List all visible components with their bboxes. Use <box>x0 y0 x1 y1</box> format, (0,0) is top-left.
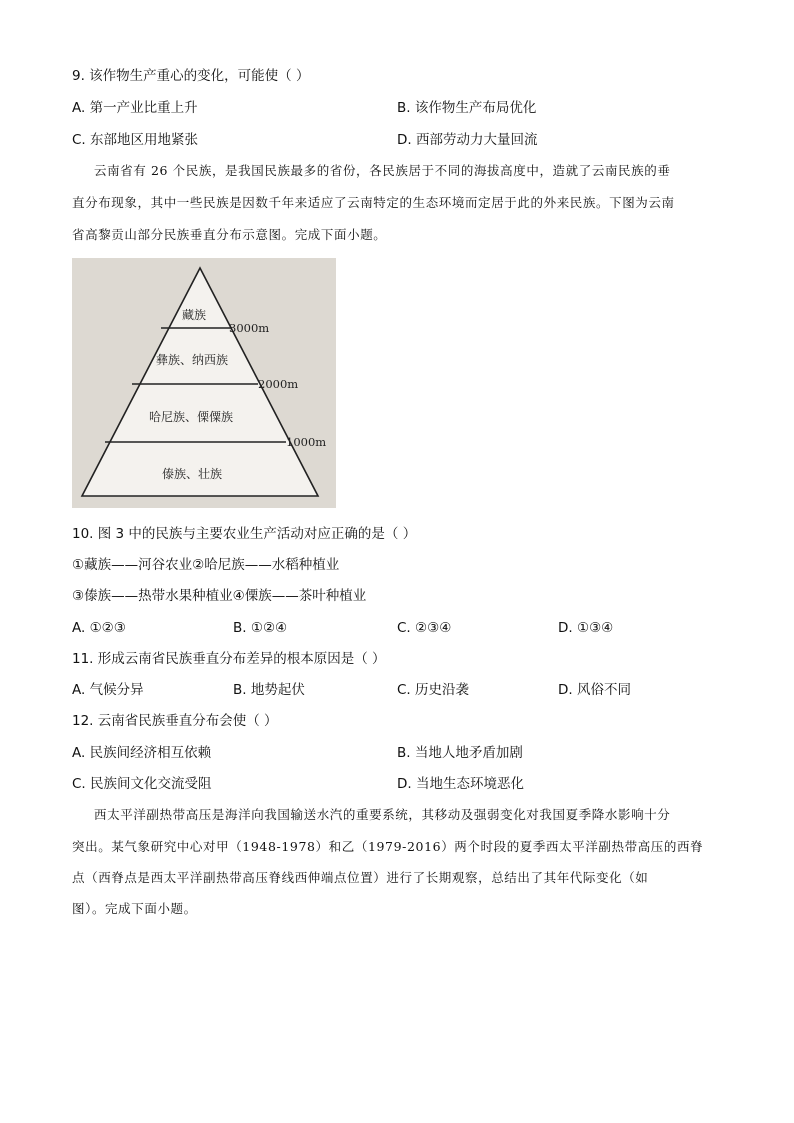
q12-option-b: B. 当地人地矛盾加剧 <box>397 745 523 761</box>
q12-option-a: A. 民族间经济相互依赖 <box>72 745 212 761</box>
q10-statement-1: ①藏族——河谷农业②哈尼族——水稻种植业 <box>72 557 340 573</box>
q10-option-a: A. ①②③ <box>72 620 126 636</box>
q10-statement-2: ③傣族——热带水果种植业④傈族——茶叶种植业 <box>72 588 367 604</box>
intro2-line-1: 西太平洋副热带高压是海洋向我国输送水汽的重要系统，其移动及强弱变化对我国夏季降水影响十分 <box>94 807 671 822</box>
altitude-3000m: 3000m <box>229 321 270 335</box>
q11-option-a: A. 气候分异 <box>72 682 144 698</box>
intro2-line-3: 点（西脊点是西太平洋副热带高压脊线西伸端点位置）进行了长期观察，总结出了其年代际变化（如 <box>72 870 649 885</box>
q10-option-b: B. ①②④ <box>233 620 288 636</box>
ethnic-vertical-distribution-figure <box>72 258 336 508</box>
intro1-line-2: 直分布现象，其中一些民族是因数千年来适应了云南特定的生态环境而定居于此的外来民族。下图为云南 <box>72 195 675 210</box>
q9-option-a: A. 第一产业比重上升 <box>72 100 198 116</box>
intro2-line-2: 突出。某气象研究中心对甲（1948-1978）和乙（1979-2016）两个时段的夏季西太平洋副热带高压的西脊 <box>72 839 704 854</box>
level-zang: 藏族 <box>182 308 207 322</box>
q9-option-b: B. 该作物生产布局优化 <box>397 100 537 116</box>
q10-option-d: D. ①③④ <box>558 620 614 636</box>
intro1-line-3: 省高黎贡山部分民族垂直分布示意图。完成下面小题。 <box>72 227 387 242</box>
level-dai-zhuang: 傣族、壮族 <box>162 467 223 481</box>
level-yi-naxi: 彝族、纳西族 <box>156 353 229 367</box>
level-hani-lisu: 哈尼族、傈僳族 <box>149 410 234 424</box>
q11-stem: 11. 形成云南省民族垂直分布差异的根本原因是（ ） <box>72 651 386 667</box>
q9-option-d: D. 西部劳动力大量回流 <box>397 132 538 148</box>
altitude-2000m: 2000m <box>258 377 299 391</box>
q12-option-d: D. 当地生态环境恶化 <box>397 776 524 792</box>
q12-option-c: C. 民族间文化交流受阻 <box>72 776 212 792</box>
intro2-line-4: 图）。完成下面小题。 <box>72 901 197 916</box>
q9-option-c: C. 东部地区用地紧张 <box>72 132 199 148</box>
q12-stem: 12. 云南省民族垂直分布会使（ ） <box>72 713 278 729</box>
intro1-line-1: 云南省有 26 个民族，是我国民族最多的省份，各民族居于不同的海拔高度中，造就了云南民族的垂 <box>94 163 671 178</box>
q11-option-b: B. 地势起伏 <box>233 682 305 698</box>
q10-option-c: C. ②③④ <box>397 620 452 636</box>
altitude-1000m: 1000m <box>286 435 327 449</box>
q11-option-d: D. 风俗不同 <box>558 682 631 698</box>
q11-option-c: C. 历史沿袭 <box>397 682 470 698</box>
q10-stem: 10. 图 3 中的民族与主要农业生产活动对应正确的是（ ） <box>72 526 417 542</box>
q9-stem: 9. 该作物生产重心的变化，可能使（ ） <box>72 68 310 84</box>
